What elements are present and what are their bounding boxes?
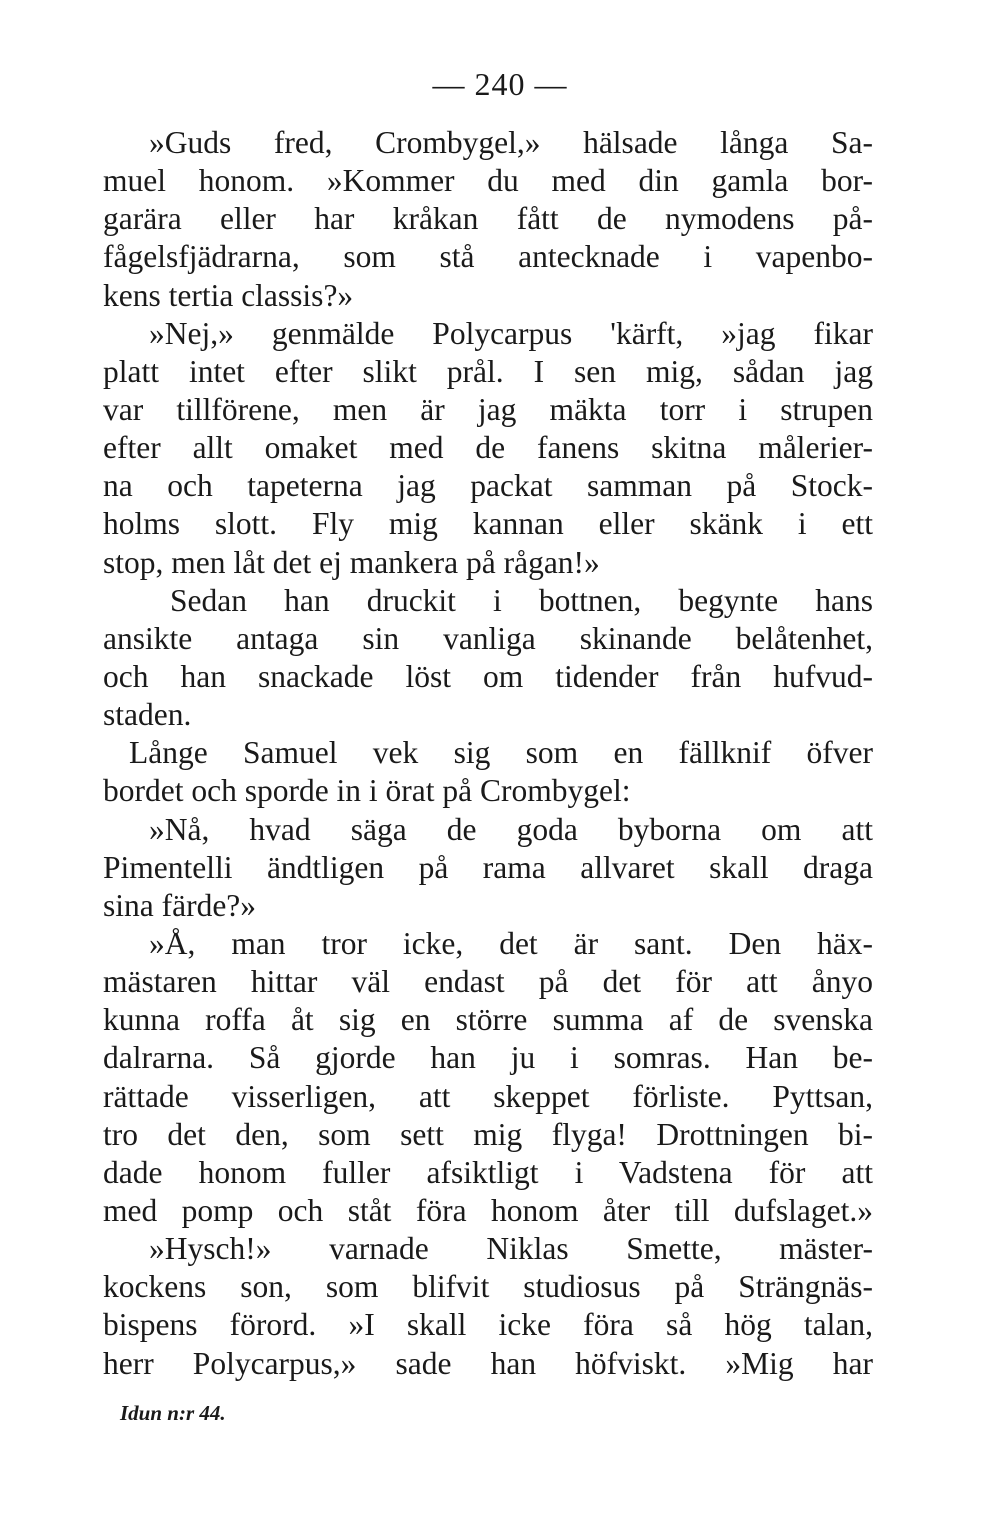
text-line: Pimentelli ändtligen på rama allvaret skall draga	[103, 849, 873, 885]
text-line: kockens son, som blifvit studiosus på Strängnäs-	[103, 1269, 873, 1305]
text-line: tro det den, som sett mig flyga! Drottningen bi-	[103, 1116, 873, 1152]
text-line: sina färde?»	[103, 887, 257, 923]
text-line: Sedan han druckit i bottnen, begynte hans	[170, 582, 873, 618]
text-line: »Guds fred, Crombygel,» hälsade långa Sa-	[149, 125, 873, 160]
text-line: garära eller har kråkan fått de nymodens på-	[103, 201, 873, 237]
text-line: platt intet efter slikt prål. I sen mig, sådan jag	[103, 353, 873, 389]
text-line: med pomp och ståt föra honom åter till dufslaget.»	[103, 1192, 873, 1228]
text-line: ansikte antaga sin vanliga skinande belåtenhet,	[103, 620, 873, 656]
text-line: na och tapeterna jag packat samman på Stock-	[103, 468, 873, 504]
text-line: efter allt omaket med de fanens skitna målerier-	[103, 430, 873, 466]
text-line: »Hysch!» varnade Niklas Smette, mäster-	[149, 1231, 873, 1267]
text-line: muel honom. »Kommer du med din gamla bor-	[103, 163, 873, 199]
text-line: rättade visserligen, att skeppet förliste. Pyttsan,	[103, 1078, 873, 1114]
text-line: fågelsfjädrarna, som stå antecknade i vapenbo-	[103, 239, 873, 275]
text-line: bispens förord. »I skall icke föra så hög talan,	[103, 1307, 873, 1343]
text-line: bordet och sporde in i örat på Crombygel:	[103, 773, 631, 809]
text-line: dade honom fuller afsiktligt i Vadstena för att	[103, 1154, 873, 1190]
text-line: var tillförene, men är jag mäkta torr i strupen	[103, 391, 873, 427]
text-line: stop, men låt det ej mankera på rågan!»	[103, 544, 600, 580]
text-line: staden.	[103, 697, 192, 733]
text-line: och han snackade löst om tidender från hufvud-	[103, 658, 873, 694]
text-line: kens tertia classis?»	[103, 277, 354, 313]
text-line: »Nej,» genmälde Polycarpus 'kärft, »jag fikar	[149, 315, 873, 351]
text-line: kunna roffa åt sig en större summa af de svenska	[103, 1002, 873, 1038]
printer-signature: Idun n:r 44.	[120, 1401, 226, 1425]
text-line: Långe Samuel vek sig som en fällknif öfver	[129, 735, 873, 771]
text-line: mästaren hittar väl endast på det för att ånyo	[103, 964, 873, 1000]
text-line: dalrarna. Så gjorde han ju i somras. Han be-	[103, 1040, 873, 1076]
text-line: holms slott. Fly mig kannan eller skänk i ett	[103, 506, 873, 542]
page-number: — 240 —	[432, 66, 568, 102]
body-text	[103, 124, 873, 1383]
text-line: herr Polycarpus,» sade han höfviskt. »Mig har	[103, 1345, 873, 1381]
text-line: »Nå, hvad säga de goda byborna om att	[149, 811, 873, 847]
text-line: »Å, man tror icke, det är sant. Den häx-	[149, 925, 873, 961]
